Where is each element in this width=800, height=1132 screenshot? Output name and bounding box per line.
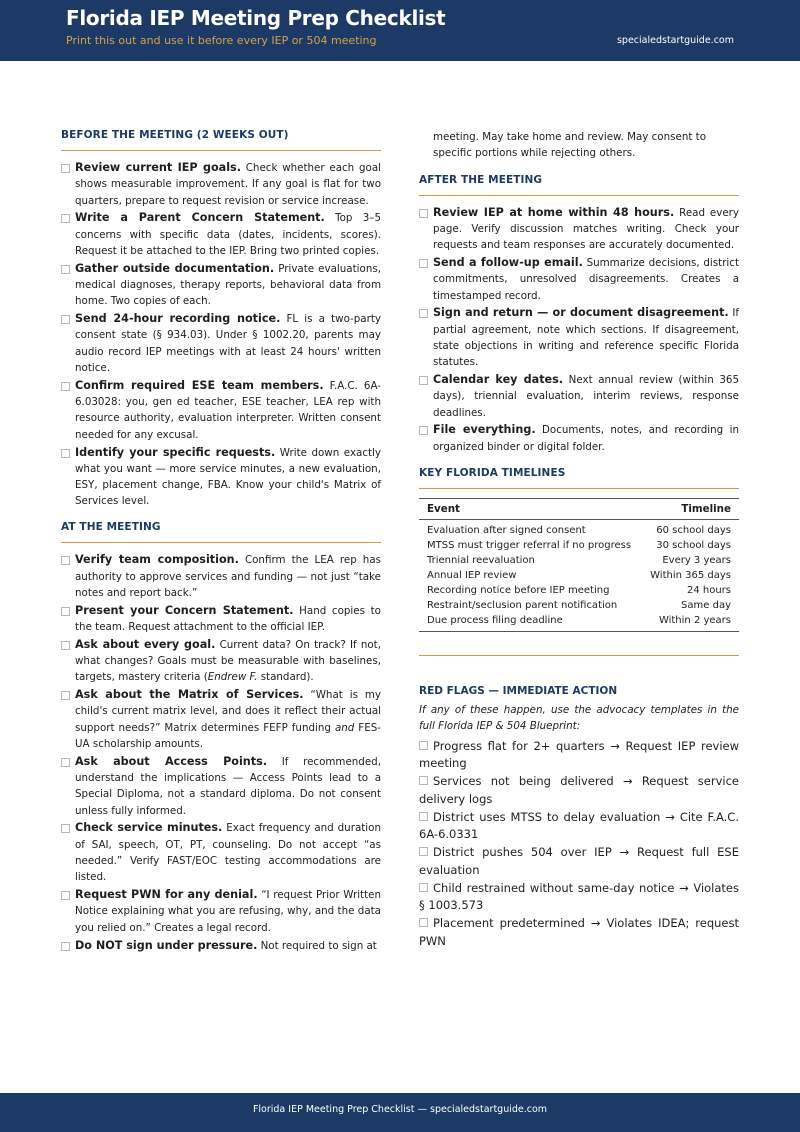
- checkbox-icon[interactable]: [419, 883, 428, 892]
- checkbox-icon[interactable]: [61, 265, 70, 274]
- item-text: FES-UA scholarship amounts.: [75, 721, 381, 750]
- checkbox-icon[interactable]: [419, 847, 428, 856]
- header-site-link: specialedstartguide.com: [616, 35, 734, 46]
- item-text: F.A.C. 6A-6.03028: you, gen ed teacher, ESE teacher, LEA rep with resource authority, evaluation interpreter. Written consent needed for any excusal.: [75, 379, 381, 441]
- section-title-red-flags: RED FLAGS — IMMEDIATE ACTION: [419, 684, 618, 697]
- checkbox-icon[interactable]: [61, 214, 70, 223]
- item-heading: Check service minutes.: [75, 821, 223, 835]
- checklist-item[interactable]: [61, 603, 381, 636]
- item-text: “I request Prior Written Notice explaining what you are refusing, why, and the data you relied on.” Creates a legal record.: [75, 889, 381, 934]
- item-heading: Ask about Access Points.: [75, 754, 268, 768]
- checkbox-icon[interactable]: [419, 209, 428, 218]
- section-divider: [419, 655, 739, 656]
- page-title: Florida IEP Meeting Prep Checklist: [66, 6, 446, 30]
- checkbox-icon[interactable]: [419, 426, 428, 435]
- red-flag-item[interactable]: [419, 880, 739, 915]
- checkbox-icon[interactable]: [419, 812, 428, 821]
- red-flag-text: Placement predetermined → Violates IDEA; request PWN: [419, 916, 739, 948]
- table-row: [419, 568, 739, 583]
- red-flags-intro: If any of these happen, use the advocacy templates in the full Florida IEP & 504 Blueprint:: [419, 703, 739, 732]
- checkbox-icon[interactable]: [419, 918, 428, 927]
- item-heading: Send a follow-up email.: [433, 255, 583, 269]
- item-heading: Confirm required ESE team members.: [75, 378, 324, 392]
- page-header: [0, 0, 800, 61]
- item-heading: Verify team composition.: [75, 553, 239, 567]
- timeline-cell: Every 3 years: [662, 554, 731, 566]
- checkbox-icon[interactable]: [61, 641, 70, 650]
- checkbox-icon[interactable]: [61, 556, 70, 565]
- checklist-item[interactable]: [61, 311, 381, 376]
- checkbox-icon[interactable]: [419, 259, 428, 268]
- checklist-item[interactable]: [61, 261, 381, 310]
- item-heading: Calendar key dates.: [433, 373, 564, 387]
- red-flag-text: Child restrained without same-day notice → Violates § 1003.573: [419, 880, 739, 913]
- item-text: Hand copies to the team. Request attachment to the official IEP.: [75, 604, 381, 633]
- item-text: Documents, notes, and recording in organized binder or digital folder.: [433, 424, 739, 453]
- checkbox-icon[interactable]: [419, 776, 428, 785]
- checklist-at: [61, 552, 381, 954]
- checkbox-icon[interactable]: [61, 382, 70, 391]
- item-heading: Ask about every goal.: [75, 637, 216, 651]
- column-header-timeline: Timeline: [641, 498, 739, 519]
- red-flag-text: Progress flat for 2+ quarters → Request IEP review meeting: [419, 738, 739, 771]
- table-header-row: [419, 498, 739, 519]
- item-heading: Send 24-hour recording notice.: [75, 312, 281, 326]
- page-footer: [0, 1093, 800, 1132]
- page-subtitle: Print this out and use it before every IEP or 504 meeting: [66, 34, 377, 47]
- event-cell: Triennial reevaluation: [427, 554, 535, 566]
- item-text: Check whether each goal shows measurable improvement. If any goal is flat for two quarters, prepare to request revision or service increase.: [75, 162, 381, 207]
- timeline-cell: 30 school days: [656, 539, 731, 551]
- event-cell: Annual IEP review: [427, 569, 517, 581]
- table-row: [419, 583, 739, 598]
- item-heading: Gather outside documentation.: [75, 261, 275, 275]
- checklist-item[interactable]: [419, 372, 739, 421]
- item-heading: Sign and return — or document disagreement.: [433, 306, 729, 320]
- item-text: Next annual review (within 365 days), triennial evaluation, interim reviews, response deadlines.: [433, 374, 739, 419]
- table-row: [419, 598, 739, 613]
- item-heading: Review IEP at home within 48 hours.: [433, 205, 675, 219]
- red-flag-text: Services not being delivered → Request service delivery logs: [419, 774, 739, 806]
- checklist-item[interactable]: [61, 754, 381, 819]
- item-heading: Review current IEP goals.: [75, 161, 241, 174]
- checkbox-icon[interactable]: [419, 309, 428, 318]
- checklist-item[interactable]: [419, 255, 739, 304]
- checklist-item[interactable]: [61, 552, 381, 601]
- item-heading: Do NOT sign under pressure.: [75, 938, 258, 952]
- item-text: Not required to sign at: [257, 939, 377, 952]
- left-column: [61, 129, 381, 955]
- checkbox-icon[interactable]: [61, 164, 70, 173]
- section-title-at: AT THE MEETING: [61, 521, 381, 543]
- footer-text: Florida IEP Meeting Prep Checklist — specialedstartguide.com: [252, 1104, 548, 1115]
- checkbox-icon[interactable]: [61, 607, 70, 616]
- red-flags-list: [419, 738, 739, 951]
- item-text: “What is my child's current matrix level, and does it reflect their actual support needs?” Matrix determines FEFP funding: [75, 689, 381, 734]
- checkbox-icon[interactable]: [61, 758, 70, 767]
- checklist-item[interactable]: [61, 378, 381, 443]
- checklist-item[interactable]: [61, 445, 381, 510]
- checkbox-icon[interactable]: [61, 824, 70, 833]
- event-cell: MTSS must trigger referral if no progress: [427, 539, 632, 551]
- red-flag-item[interactable]: [419, 738, 739, 773]
- checklist-item-continuation: meeting. May take home and review. May consent to specific portions while rejecting others.: [433, 131, 707, 160]
- item-italic: Endrew F.: [207, 671, 258, 684]
- item-text: Top 3–5 concerns with specific data (dates, incidents, scores). Request it be attached to the IEP. Bring two printed copies.: [75, 212, 381, 257]
- timeline-cell: 60 school days: [656, 524, 731, 536]
- item-heading: Request PWN for any denial.: [75, 888, 258, 902]
- red-flag-item[interactable]: [419, 915, 739, 950]
- timeline-cell: 24 hours: [686, 584, 731, 596]
- checklist-item[interactable]: [61, 637, 381, 686]
- item-text: FL is a two-party consent state (§ 934.03). Under § 1002.20, parents may audio record IEP meetings with at least 24 hours' written notice.: [75, 313, 381, 375]
- checklist-item[interactable]: [61, 210, 381, 259]
- item-text: Exact frequency and duration of SAI, speech, OT, PT, counseling. Do not accept “as needed.” Verify FAST/EOC testing accommodations are listed.: [75, 822, 381, 884]
- checklist-item[interactable]: [61, 820, 381, 885]
- table-row: [419, 538, 739, 553]
- event-cell: Evaluation after signed consent: [427, 524, 586, 536]
- red-flag-item[interactable]: [419, 844, 739, 879]
- timeline-cell: Same day: [681, 599, 731, 611]
- item-text: standard).: [257, 671, 314, 684]
- section-title-timelines: KEY FLORIDA TIMELINES: [419, 467, 739, 489]
- table-row: [419, 519, 739, 538]
- checkbox-icon[interactable]: [419, 741, 428, 750]
- checkbox-icon[interactable]: [61, 942, 70, 951]
- checklist-after: [419, 205, 739, 455]
- checklist-before: [61, 160, 381, 510]
- red-flag-item[interactable]: [419, 773, 739, 808]
- event-cell: Due process filing deadline: [419, 613, 641, 632]
- section-title-after: AFTER THE MEETING: [419, 174, 739, 196]
- item-text: Read every page. Verify discussion matches writing. Check your requests and team responses are accurately documented.: [433, 206, 740, 252]
- item-text: If partial agreement, note which sections. If disagreement, state objections in writing and reference specific Florida statutes.: [433, 307, 739, 369]
- checklist-item[interactable]: [61, 687, 381, 752]
- right-column: [419, 129, 739, 951]
- red-flag-item[interactable]: [419, 809, 739, 844]
- checkbox-icon[interactable]: [61, 315, 70, 324]
- item-heading: Write a Parent Concern Statement.: [75, 211, 325, 225]
- timeline-cell: Within 2 years: [641, 613, 739, 632]
- item-heading: File everything.: [433, 423, 536, 437]
- item-heading: Identify your specific requests.: [75, 445, 276, 459]
- checklist-item[interactable]: [61, 938, 381, 954]
- checkbox-icon[interactable]: [61, 691, 70, 700]
- item-italic: and: [334, 721, 355, 734]
- table-row: [419, 553, 739, 568]
- event-cell: Recording notice before IEP meeting: [427, 584, 610, 596]
- column-header-event: Event: [419, 498, 641, 519]
- item-text: Private evaluations, medical diagnoses, therapy reports, behavioral data from home. Two copies of each.: [75, 262, 381, 308]
- item-text: Confirm the LEA rep has authority to approve services and funding — not just “take notes and report back.”: [75, 554, 381, 599]
- timelines-table: [419, 498, 739, 632]
- timeline-cell: Within 365 days: [650, 569, 731, 581]
- item-heading: Present your Concern Statement.: [75, 603, 294, 617]
- checkbox-icon[interactable]: [61, 449, 70, 458]
- checklist-item[interactable]: [61, 887, 381, 936]
- red-flag-text: District uses MTSS to delay evaluation → Cite F.A.C. 6A-6.0331: [419, 809, 739, 842]
- section-title-before: BEFORE THE MEETING (2 WEEKS OUT): [61, 129, 381, 151]
- checklist-item[interactable]: [61, 160, 381, 209]
- checkbox-icon[interactable]: [419, 376, 428, 385]
- checklist-item[interactable]: [419, 205, 739, 254]
- item-text: If recommended, understand the implications — Access Points lead to a Special Diploma, not a standard diploma. Do not consent unless fully informed.: [75, 755, 381, 817]
- item-text: Current data? On track? If not, what changes? Goals must be measurable with baselines, targets, mastery criteria (: [75, 638, 381, 684]
- checkbox-icon[interactable]: [61, 891, 70, 900]
- item-text: Write down exactly what you want — more service minutes, a new evaluation, ESY, placement change, FBA. Know your child's Matrix of Services level.: [75, 446, 381, 508]
- checklist-item[interactable]: [419, 305, 739, 370]
- event-cell: Restraint/seclusion parent notification: [427, 599, 618, 611]
- checklist-item[interactable]: [419, 422, 739, 455]
- item-text: Summarize decisions, district commitments, unresolved disagreements. Creates a timestamped record.: [433, 256, 739, 302]
- table-row: [419, 613, 739, 632]
- red-flag-text: District pushes 504 over IEP → Request full ESE evaluation: [419, 845, 739, 877]
- item-heading: Ask about the Matrix of Services.: [75, 688, 304, 702]
